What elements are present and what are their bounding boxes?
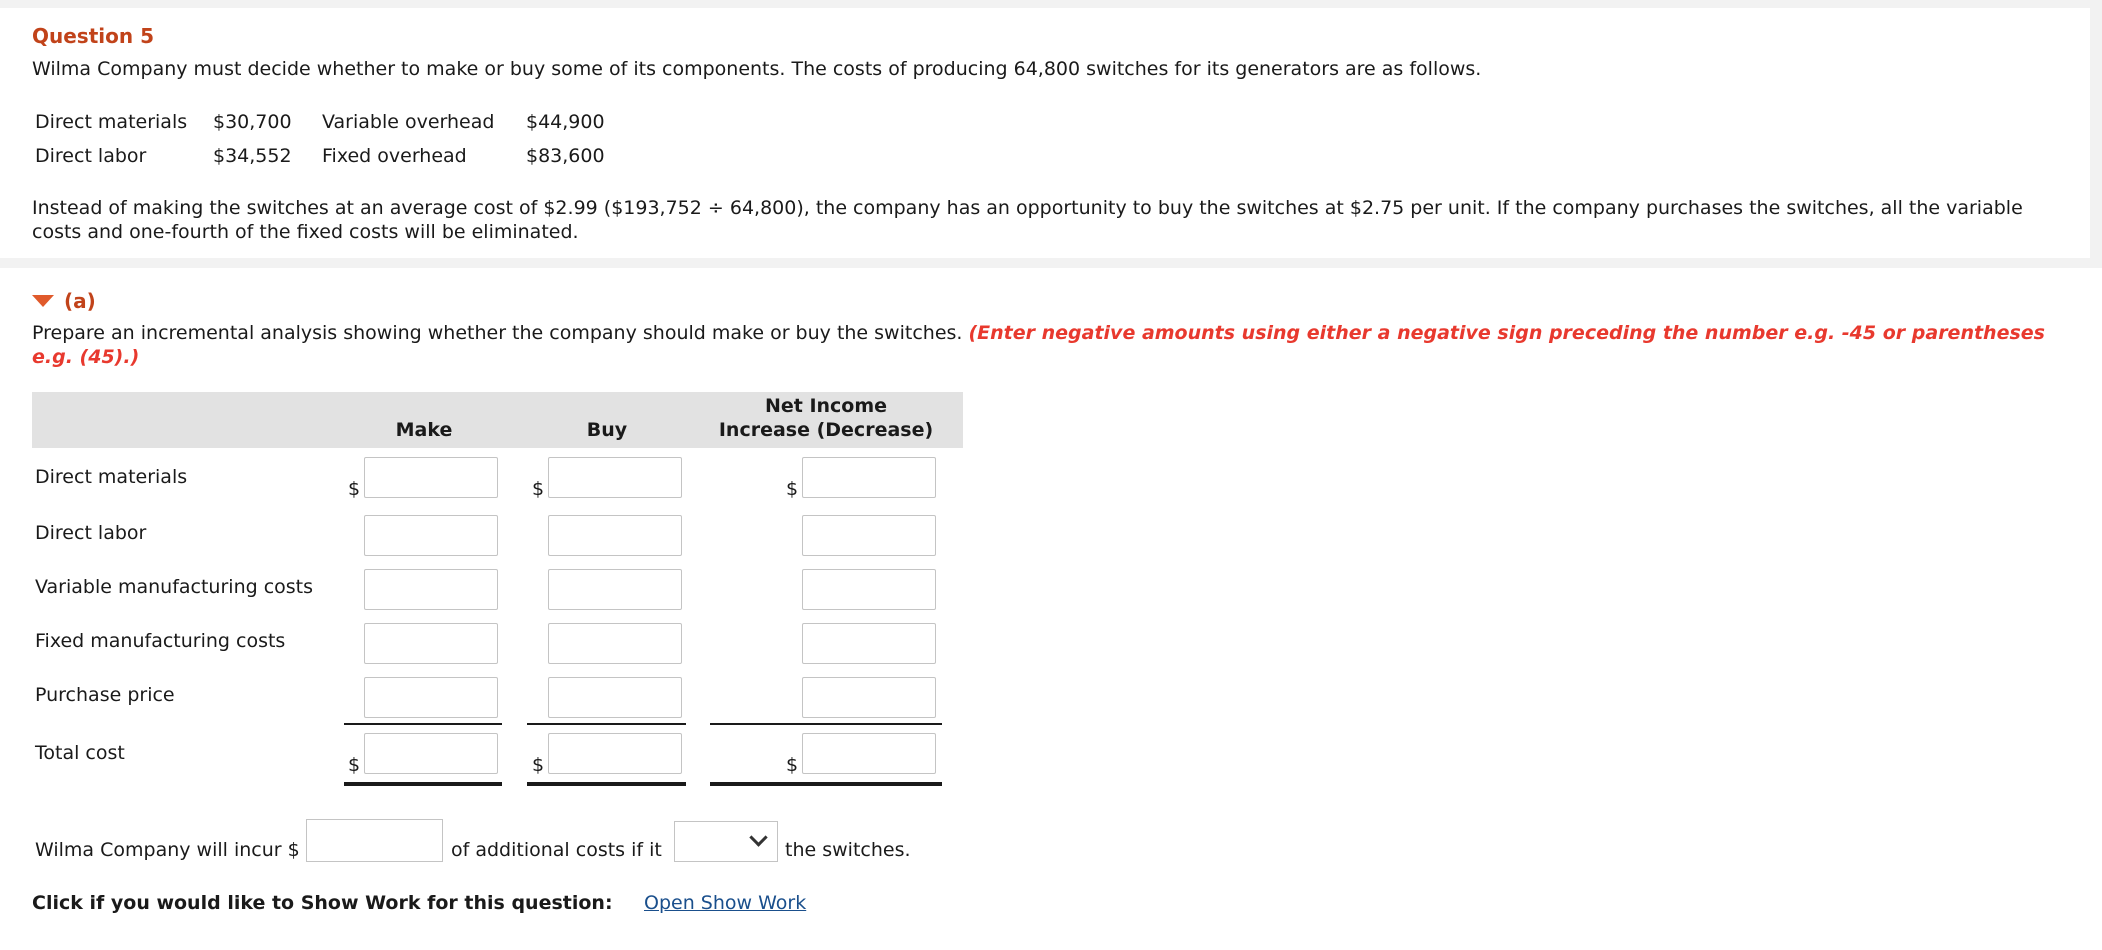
net-variable-manufacturing-input[interactable] xyxy=(802,569,936,610)
total-rule xyxy=(527,782,686,786)
header-net-line1: Net Income xyxy=(764,395,888,417)
part-a-toggle[interactable] xyxy=(32,289,96,313)
make-variable-manufacturing-input[interactable] xyxy=(364,569,498,610)
dollar-sign: $ xyxy=(786,754,799,776)
subtotal-rule xyxy=(527,723,686,725)
cost-label: Variable overhead xyxy=(322,111,495,133)
conclusion-mid: of additional costs if it xyxy=(451,839,662,861)
instruction-text: Prepare an incremental analysis showing whether the company should make or buy the switches. xyxy=(32,322,969,344)
cost-value: $30,700 xyxy=(213,111,292,133)
cost-label: Direct labor xyxy=(35,145,147,167)
total-rule xyxy=(344,782,502,786)
cost-row xyxy=(35,105,616,139)
additional-costs-input[interactable] xyxy=(306,819,443,862)
buy-total-cost-input[interactable] xyxy=(548,733,682,774)
row-label-direct-labor: Direct labor xyxy=(35,522,147,544)
dollar-sign: $ xyxy=(348,754,361,776)
make-direct-labor-input[interactable] xyxy=(364,515,498,556)
header-net-line2: Increase (Decrease) xyxy=(718,419,934,441)
header-net-income xyxy=(706,394,946,442)
make-total-cost-input[interactable] xyxy=(364,733,498,774)
chevron-down-icon xyxy=(749,828,767,846)
dollar-sign: $ xyxy=(348,478,361,500)
make-buy-select[interactable] xyxy=(674,821,778,862)
buy-purchase-price-input[interactable] xyxy=(548,677,682,718)
buy-direct-labor-input[interactable] xyxy=(548,515,682,556)
net-total-cost-input[interactable] xyxy=(802,733,936,774)
dollar-sign: $ xyxy=(786,478,799,500)
make-fixed-manufacturing-input[interactable] xyxy=(364,623,498,664)
cost-table xyxy=(35,105,616,173)
header-make: Make xyxy=(395,419,453,441)
subtotal-rule xyxy=(344,723,502,725)
show-work-label: Click if you would like to Show Work for this question: xyxy=(32,892,613,914)
buy-fixed-manufacturing-input[interactable] xyxy=(548,623,682,664)
dollar-sign: $ xyxy=(532,754,545,776)
buy-variable-manufacturing-input[interactable] xyxy=(548,569,682,610)
open-show-work-link[interactable]: Open Show Work xyxy=(644,892,807,914)
net-direct-labor-input[interactable] xyxy=(802,515,936,556)
caret-down-icon xyxy=(32,295,54,307)
row-label-variable-manufacturing: Variable manufacturing costs xyxy=(35,576,314,598)
header-buy: Buy xyxy=(586,419,628,441)
make-purchase-price-input[interactable] xyxy=(364,677,498,718)
question-title: Question 5 xyxy=(32,24,154,48)
instruction-hint: (Enter negative amounts using either a negative sign preceding the number e.g. -45 or parentheses e.g. (45).) xyxy=(32,322,2045,368)
total-rule xyxy=(710,782,942,786)
cost-value: $44,900 xyxy=(526,111,605,133)
row-label-direct-materials: Direct materials xyxy=(35,466,188,488)
cost-row xyxy=(35,139,616,173)
net-purchase-price-input[interactable] xyxy=(802,677,936,718)
row-label-fixed-manufacturing: Fixed manufacturing costs xyxy=(35,630,286,652)
net-fixed-manufacturing-input[interactable] xyxy=(802,623,936,664)
make-direct-materials-input[interactable] xyxy=(364,457,498,498)
subtotal-rule xyxy=(710,723,942,725)
conclusion-suffix: the switches. xyxy=(785,839,911,861)
dollar-sign: $ xyxy=(532,478,545,500)
cost-value: $83,600 xyxy=(526,145,605,167)
part-a-instruction xyxy=(32,321,2082,369)
cost-label: Direct materials xyxy=(35,111,188,133)
buy-direct-materials-input[interactable] xyxy=(548,457,682,498)
cost-label: Fixed overhead xyxy=(322,145,467,167)
row-label-purchase-price: Purchase price xyxy=(35,684,175,706)
conclusion-prefix: Wilma Company will incur $ xyxy=(35,839,300,861)
cost-value: $34,552 xyxy=(213,145,292,167)
part-a-label: (a) xyxy=(64,289,96,313)
row-label-total-cost: Total cost xyxy=(35,742,125,764)
question-paragraph: Instead of making the switches at an average cost of $2.99 ($193,752 ÷ 64,800), the company has an opportunity to buy the switches at $2.75 per unit. If the company purchases the switches, all the variable costs and one-fourth of the fixed costs will be eliminated. xyxy=(32,197,2023,243)
question-intro: Wilma Company must decide whether to make or buy some of its components. The costs of producing 64,800 switches for its generators are as follows. xyxy=(32,58,1482,80)
net-direct-materials-input[interactable] xyxy=(802,457,936,498)
